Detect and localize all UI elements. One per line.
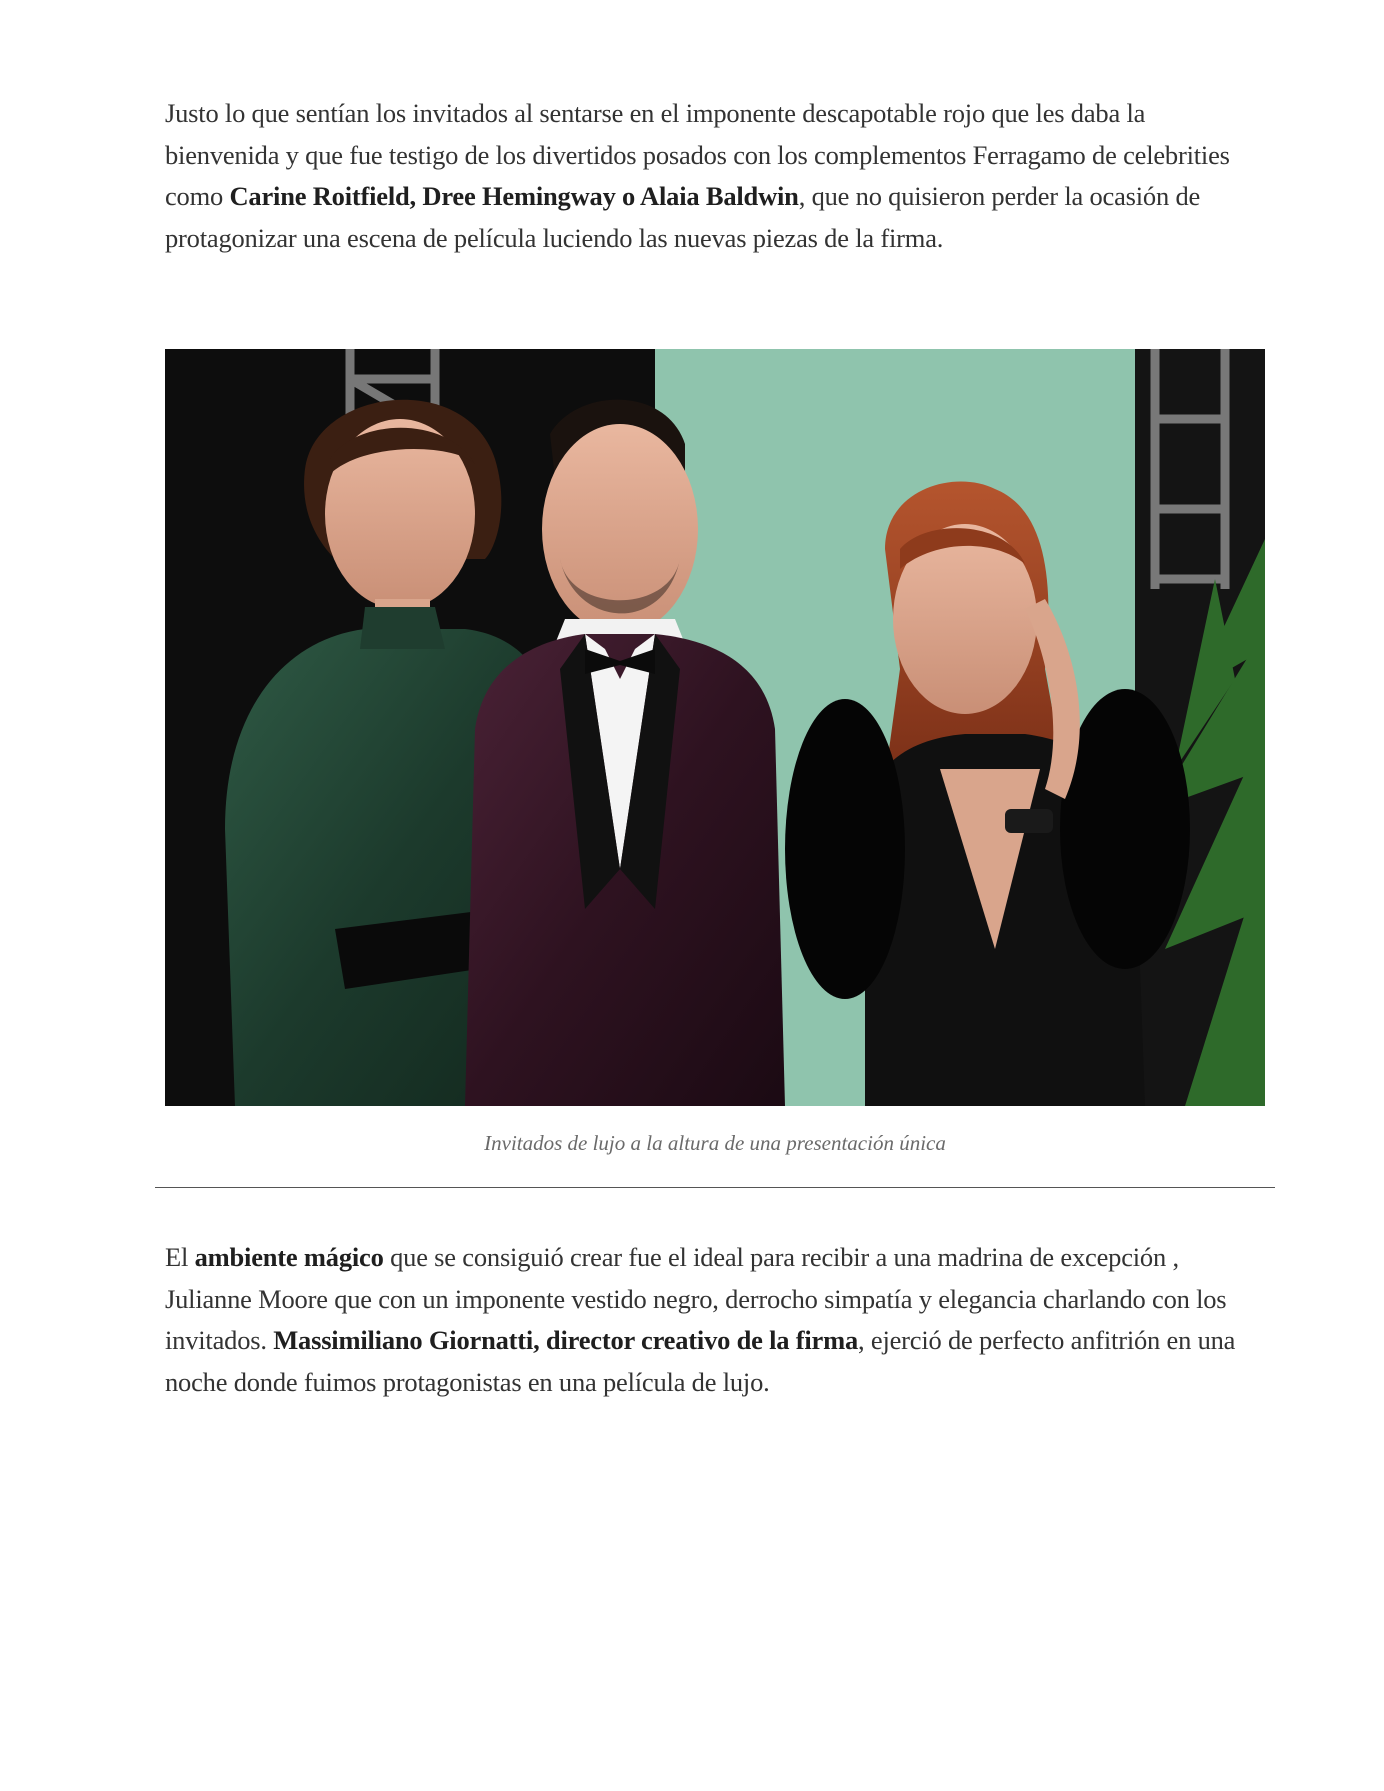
celebrity-names: Carine Roitfield, Dree Hemingway o Alaia Baldwin <box>229 181 799 211</box>
article-paragraph-1 <box>165 93 1265 259</box>
paragraph-text: que se consiguió crear fue el ideal para recibir a una madrina de excepción , Julianne Moore que con un imponente vestido negro, derrocho simpatía y elegancia charlando con los invitados. <box>165 1242 1227 1355</box>
emphasis-ambiente: ambiente mágico <box>194 1242 384 1272</box>
section-divider <box>155 1187 1275 1188</box>
paragraph-text: El <box>165 1242 195 1272</box>
guests-photo-illustration <box>165 349 1265 1106</box>
paragraph-text: Justo lo que sentían los invitados al sentarse en el imponente descapotable rojo que les daba la bienvenida y que fue testigo de los divertidos posados con los complementos Ferragamo de celebrities como <box>165 98 1230 211</box>
photo-caption: Invitados de lujo a la altura de una presentación única <box>484 1131 946 1155</box>
paragraph-text: , que no quisieron perder la ocasión de protagonizar una escena de película luciendo las nuevas piezas de la firma. <box>165 181 1201 253</box>
article-paragraph-2 <box>165 1237 1265 1403</box>
article-photo <box>165 349 1265 1106</box>
paragraph-text: , ejerció de perfecto anfitrión en una noche donde fuimos protagonistas en una película de lujo. <box>165 1325 1236 1397</box>
emphasis-director: Massimiliano Giornatti, director creativo de la firma <box>273 1325 859 1355</box>
